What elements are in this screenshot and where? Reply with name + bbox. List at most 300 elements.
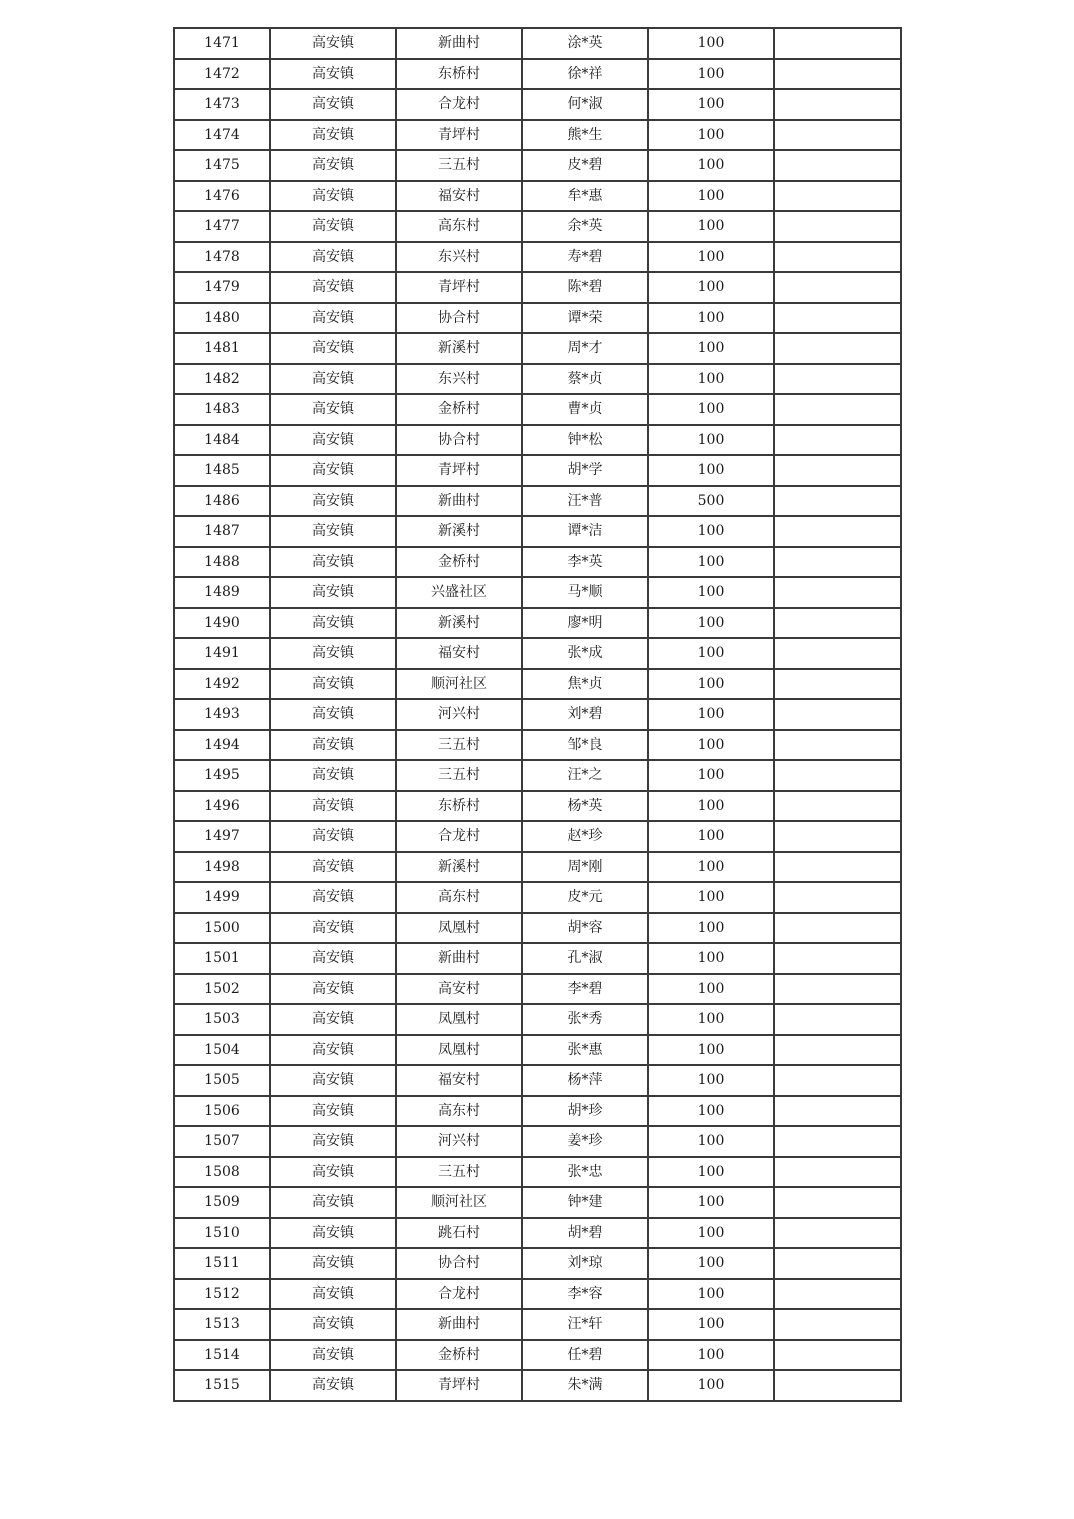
amount-cell: 100 [648, 882, 774, 913]
town-cell: 高安镇 [270, 211, 396, 242]
village-cell: 顺河社区 [396, 1187, 522, 1218]
amount-cell: 100 [648, 791, 774, 822]
note-cell [774, 394, 901, 425]
town-cell: 高安镇 [270, 1218, 396, 1249]
note-cell [774, 1157, 901, 1188]
name-cell: 李*容 [522, 1279, 648, 1310]
serial-number-cell: 1471 [174, 28, 270, 59]
note-cell [774, 547, 901, 578]
name-cell: 皮*元 [522, 882, 648, 913]
village-cell: 金桥村 [396, 1340, 522, 1371]
note-cell [774, 669, 901, 700]
amount-cell: 100 [648, 547, 774, 578]
amount-cell: 100 [648, 730, 774, 761]
serial-number-cell: 1477 [174, 211, 270, 242]
name-cell: 刘*碧 [522, 699, 648, 730]
town-cell: 高安镇 [270, 1279, 396, 1310]
amount-cell: 100 [648, 699, 774, 730]
table-row [174, 577, 901, 608]
note-cell [774, 943, 901, 974]
amount-cell: 100 [648, 242, 774, 273]
serial-number-cell: 1504 [174, 1035, 270, 1066]
table-row [174, 1065, 901, 1096]
amount-cell: 500 [648, 486, 774, 517]
amount-cell: 100 [648, 1187, 774, 1218]
town-cell: 高安镇 [270, 1248, 396, 1279]
amount-cell: 100 [648, 1340, 774, 1371]
serial-number-cell: 1486 [174, 486, 270, 517]
serial-number-cell: 1502 [174, 974, 270, 1005]
amount-cell: 100 [648, 1065, 774, 1096]
town-cell: 高安镇 [270, 791, 396, 822]
amount-cell: 100 [648, 303, 774, 334]
table-row [174, 364, 901, 395]
town-cell: 高安镇 [270, 181, 396, 212]
table-row [174, 1126, 901, 1157]
serial-number-cell: 1494 [174, 730, 270, 761]
serial-number-cell: 1476 [174, 181, 270, 212]
name-cell: 寿*碧 [522, 242, 648, 273]
table-row [174, 1248, 901, 1279]
name-cell: 熊*生 [522, 120, 648, 151]
serial-number-cell: 1497 [174, 821, 270, 852]
village-cell: 凤凰村 [396, 1004, 522, 1035]
name-cell: 任*碧 [522, 1340, 648, 1371]
note-cell [774, 1004, 901, 1035]
amount-cell: 100 [648, 669, 774, 700]
amount-cell: 100 [648, 425, 774, 456]
serial-number-cell: 1505 [174, 1065, 270, 1096]
note-cell [774, 730, 901, 761]
village-cell: 三五村 [396, 1157, 522, 1188]
village-cell: 新曲村 [396, 1309, 522, 1340]
note-cell [774, 59, 901, 90]
name-cell: 李*英 [522, 547, 648, 578]
table-row [174, 242, 901, 273]
village-cell: 河兴村 [396, 1126, 522, 1157]
town-cell: 高安镇 [270, 547, 396, 578]
amount-cell: 100 [648, 1309, 774, 1340]
amount-cell: 100 [648, 943, 774, 974]
table-row [174, 1187, 901, 1218]
table-row [174, 1096, 901, 1127]
village-cell: 新曲村 [396, 486, 522, 517]
table-row [174, 181, 901, 212]
serial-number-cell: 1496 [174, 791, 270, 822]
note-cell [774, 821, 901, 852]
town-cell: 高安镇 [270, 425, 396, 456]
village-cell: 青坪村 [396, 1370, 522, 1401]
serial-number-cell: 1484 [174, 425, 270, 456]
name-cell: 钟*建 [522, 1187, 648, 1218]
table-row [174, 730, 901, 761]
town-cell: 高安镇 [270, 1126, 396, 1157]
table-row [174, 1340, 901, 1371]
town-cell: 高安镇 [270, 974, 396, 1005]
amount-cell: 100 [648, 1218, 774, 1249]
name-cell: 周*刚 [522, 852, 648, 883]
amount-cell: 100 [648, 1370, 774, 1401]
note-cell [774, 1187, 901, 1218]
amount-cell: 100 [648, 638, 774, 669]
village-cell: 新溪村 [396, 608, 522, 639]
note-cell [774, 272, 901, 303]
town-cell: 高安镇 [270, 577, 396, 608]
serial-number-cell: 1499 [174, 882, 270, 913]
serial-number-cell: 1474 [174, 120, 270, 151]
name-cell: 张*忠 [522, 1157, 648, 1188]
amount-cell: 100 [648, 1004, 774, 1035]
table-row [174, 89, 901, 120]
name-cell: 钟*松 [522, 425, 648, 456]
name-cell: 曹*贞 [522, 394, 648, 425]
village-cell: 福安村 [396, 1065, 522, 1096]
note-cell [774, 577, 901, 608]
village-cell: 三五村 [396, 760, 522, 791]
table-row [174, 486, 901, 517]
serial-number-cell: 1510 [174, 1218, 270, 1249]
note-cell [774, 1065, 901, 1096]
amount-cell: 100 [648, 211, 774, 242]
table-row [174, 1157, 901, 1188]
village-cell: 协合村 [396, 1248, 522, 1279]
name-cell: 胡*容 [522, 913, 648, 944]
name-cell: 马*顺 [522, 577, 648, 608]
serial-number-cell: 1489 [174, 577, 270, 608]
town-cell: 高安镇 [270, 1096, 396, 1127]
serial-number-cell: 1491 [174, 638, 270, 669]
village-cell: 新溪村 [396, 516, 522, 547]
note-cell [774, 760, 901, 791]
town-cell: 高安镇 [270, 28, 396, 59]
note-cell [774, 516, 901, 547]
village-cell: 东桥村 [396, 791, 522, 822]
name-cell: 谭*洁 [522, 516, 648, 547]
town-cell: 高安镇 [270, 1035, 396, 1066]
note-cell [774, 455, 901, 486]
town-cell: 高安镇 [270, 272, 396, 303]
name-cell: 朱*满 [522, 1370, 648, 1401]
town-cell: 高安镇 [270, 852, 396, 883]
table-row [174, 852, 901, 883]
serial-number-cell: 1480 [174, 303, 270, 334]
village-cell: 福安村 [396, 181, 522, 212]
amount-cell: 100 [648, 28, 774, 59]
table-row [174, 1004, 901, 1035]
name-cell: 谭*荣 [522, 303, 648, 334]
note-cell [774, 1309, 901, 1340]
amount-cell: 100 [648, 181, 774, 212]
village-cell: 金桥村 [396, 547, 522, 578]
village-cell: 合龙村 [396, 89, 522, 120]
note-cell [774, 150, 901, 181]
town-cell: 高安镇 [270, 150, 396, 181]
note-cell [774, 608, 901, 639]
village-cell: 顺河社区 [396, 669, 522, 700]
name-cell: 汪*轩 [522, 1309, 648, 1340]
village-cell: 东兴村 [396, 242, 522, 273]
serial-number-cell: 1488 [174, 547, 270, 578]
note-cell [774, 699, 901, 730]
name-cell: 胡*学 [522, 455, 648, 486]
amount-cell: 100 [648, 333, 774, 364]
name-cell: 徐*祥 [522, 59, 648, 90]
table-row [174, 150, 901, 181]
name-cell: 李*碧 [522, 974, 648, 1005]
note-cell [774, 1248, 901, 1279]
amount-cell: 100 [648, 608, 774, 639]
village-cell: 新曲村 [396, 28, 522, 59]
serial-number-cell: 1500 [174, 913, 270, 944]
town-cell: 高安镇 [270, 943, 396, 974]
table-row [174, 28, 901, 59]
name-cell: 邹*良 [522, 730, 648, 761]
note-cell [774, 242, 901, 273]
note-cell [774, 852, 901, 883]
serial-number-cell: 1495 [174, 760, 270, 791]
roster-table-body [174, 28, 901, 1401]
town-cell: 高安镇 [270, 760, 396, 791]
serial-number-cell: 1475 [174, 150, 270, 181]
village-cell: 协合村 [396, 425, 522, 456]
table-row [174, 760, 901, 791]
note-cell [774, 1035, 901, 1066]
name-cell: 余*英 [522, 211, 648, 242]
name-cell: 赵*珍 [522, 821, 648, 852]
amount-cell: 100 [648, 1096, 774, 1127]
table-row [174, 120, 901, 151]
note-cell [774, 882, 901, 913]
table-row [174, 913, 901, 944]
serial-number-cell: 1473 [174, 89, 270, 120]
table-row [174, 211, 901, 242]
town-cell: 高安镇 [270, 59, 396, 90]
note-cell [774, 1096, 901, 1127]
serial-number-cell: 1506 [174, 1096, 270, 1127]
town-cell: 高安镇 [270, 882, 396, 913]
amount-cell: 100 [648, 272, 774, 303]
note-cell [774, 974, 901, 1005]
name-cell: 杨*英 [522, 791, 648, 822]
town-cell: 高安镇 [270, 821, 396, 852]
serial-number-cell: 1482 [174, 364, 270, 395]
serial-number-cell: 1472 [174, 59, 270, 90]
name-cell: 牟*惠 [522, 181, 648, 212]
name-cell: 焦*贞 [522, 669, 648, 700]
village-cell: 兴盛社区 [396, 577, 522, 608]
amount-cell: 100 [648, 760, 774, 791]
amount-cell: 100 [648, 1126, 774, 1157]
name-cell: 胡*珍 [522, 1096, 648, 1127]
town-cell: 高安镇 [270, 486, 396, 517]
village-cell: 新溪村 [396, 852, 522, 883]
table-row [174, 1309, 901, 1340]
village-cell: 青坪村 [396, 455, 522, 486]
note-cell [774, 486, 901, 517]
table-row [174, 59, 901, 90]
amount-cell: 100 [648, 394, 774, 425]
town-cell: 高安镇 [270, 364, 396, 395]
amount-cell: 100 [648, 1157, 774, 1188]
table-row [174, 943, 901, 974]
serial-number-cell: 1508 [174, 1157, 270, 1188]
name-cell: 何*淑 [522, 89, 648, 120]
name-cell: 杨*萍 [522, 1065, 648, 1096]
town-cell: 高安镇 [270, 455, 396, 486]
town-cell: 高安镇 [270, 1340, 396, 1371]
table-row [174, 425, 901, 456]
name-cell: 陈*碧 [522, 272, 648, 303]
serial-number-cell: 1490 [174, 608, 270, 639]
serial-number-cell: 1509 [174, 1187, 270, 1218]
serial-number-cell: 1478 [174, 242, 270, 273]
note-cell [774, 1279, 901, 1310]
town-cell: 高安镇 [270, 516, 396, 547]
note-cell [774, 1340, 901, 1371]
serial-number-cell: 1503 [174, 1004, 270, 1035]
name-cell: 皮*碧 [522, 150, 648, 181]
table-row [174, 394, 901, 425]
village-cell: 凤凰村 [396, 1035, 522, 1066]
note-cell [774, 333, 901, 364]
village-cell: 三五村 [396, 730, 522, 761]
serial-number-cell: 1514 [174, 1340, 270, 1371]
village-cell: 高东村 [396, 211, 522, 242]
table-row [174, 1035, 901, 1066]
town-cell: 高安镇 [270, 1309, 396, 1340]
name-cell: 张*惠 [522, 1035, 648, 1066]
table-row [174, 669, 901, 700]
amount-cell: 100 [648, 364, 774, 395]
table-row [174, 455, 901, 486]
village-cell: 青坪村 [396, 272, 522, 303]
note-cell [774, 913, 901, 944]
name-cell: 汪*普 [522, 486, 648, 517]
village-cell: 高安村 [396, 974, 522, 1005]
table-row [174, 882, 901, 913]
town-cell: 高安镇 [270, 333, 396, 364]
village-cell: 青坪村 [396, 120, 522, 151]
table-row [174, 333, 901, 364]
name-cell: 张*秀 [522, 1004, 648, 1035]
town-cell: 高安镇 [270, 669, 396, 700]
name-cell: 张*成 [522, 638, 648, 669]
amount-cell: 100 [648, 974, 774, 1005]
name-cell: 刘*琼 [522, 1248, 648, 1279]
town-cell: 高安镇 [270, 303, 396, 334]
village-cell: 协合村 [396, 303, 522, 334]
town-cell: 高安镇 [270, 1065, 396, 1096]
table-row [174, 699, 901, 730]
town-cell: 高安镇 [270, 608, 396, 639]
town-cell: 高安镇 [270, 242, 396, 273]
village-cell: 河兴村 [396, 699, 522, 730]
village-cell: 高东村 [396, 882, 522, 913]
serial-number-cell: 1507 [174, 1126, 270, 1157]
note-cell [774, 28, 901, 59]
table-row [174, 608, 901, 639]
town-cell: 高安镇 [270, 1157, 396, 1188]
amount-cell: 100 [648, 1035, 774, 1066]
amount-cell: 100 [648, 821, 774, 852]
note-cell [774, 638, 901, 669]
serial-number-cell: 1501 [174, 943, 270, 974]
village-cell: 凤凰村 [396, 913, 522, 944]
table-row [174, 1218, 901, 1249]
table-row [174, 547, 901, 578]
village-cell: 新曲村 [396, 943, 522, 974]
table-row [174, 516, 901, 547]
serial-number-cell: 1513 [174, 1309, 270, 1340]
name-cell: 孔*淑 [522, 943, 648, 974]
table-row [174, 272, 901, 303]
name-cell: 廖*明 [522, 608, 648, 639]
note-cell [774, 1126, 901, 1157]
amount-cell: 100 [648, 455, 774, 486]
town-cell: 高安镇 [270, 89, 396, 120]
town-cell: 高安镇 [270, 913, 396, 944]
note-cell [774, 364, 901, 395]
serial-number-cell: 1485 [174, 455, 270, 486]
village-cell: 合龙村 [396, 1279, 522, 1310]
note-cell [774, 211, 901, 242]
town-cell: 高安镇 [270, 1187, 396, 1218]
serial-number-cell: 1493 [174, 699, 270, 730]
serial-number-cell: 1511 [174, 1248, 270, 1279]
village-cell: 三五村 [396, 150, 522, 181]
serial-number-cell: 1515 [174, 1370, 270, 1401]
name-cell: 汪*之 [522, 760, 648, 791]
roster-table [173, 27, 902, 1402]
serial-number-cell: 1481 [174, 333, 270, 364]
town-cell: 高安镇 [270, 1370, 396, 1401]
town-cell: 高安镇 [270, 394, 396, 425]
village-cell: 跳石村 [396, 1218, 522, 1249]
note-cell [774, 89, 901, 120]
amount-cell: 100 [648, 89, 774, 120]
table-row [174, 303, 901, 334]
serial-number-cell: 1487 [174, 516, 270, 547]
amount-cell: 100 [648, 1279, 774, 1310]
amount-cell: 100 [648, 516, 774, 547]
amount-cell: 100 [648, 913, 774, 944]
serial-number-cell: 1492 [174, 669, 270, 700]
table-row [174, 791, 901, 822]
table-row [174, 821, 901, 852]
village-cell: 东兴村 [396, 364, 522, 395]
town-cell: 高安镇 [270, 1004, 396, 1035]
serial-number-cell: 1479 [174, 272, 270, 303]
table-row [174, 1370, 901, 1401]
village-cell: 合龙村 [396, 821, 522, 852]
town-cell: 高安镇 [270, 638, 396, 669]
table-row [174, 638, 901, 669]
amount-cell: 100 [648, 577, 774, 608]
note-cell [774, 1370, 901, 1401]
note-cell [774, 181, 901, 212]
town-cell: 高安镇 [270, 120, 396, 151]
note-cell [774, 120, 901, 151]
village-cell: 高东村 [396, 1096, 522, 1127]
serial-number-cell: 1483 [174, 394, 270, 425]
town-cell: 高安镇 [270, 699, 396, 730]
serial-number-cell: 1498 [174, 852, 270, 883]
name-cell: 胡*碧 [522, 1218, 648, 1249]
village-cell: 福安村 [396, 638, 522, 669]
table-row [174, 974, 901, 1005]
name-cell: 蔡*贞 [522, 364, 648, 395]
note-cell [774, 303, 901, 334]
